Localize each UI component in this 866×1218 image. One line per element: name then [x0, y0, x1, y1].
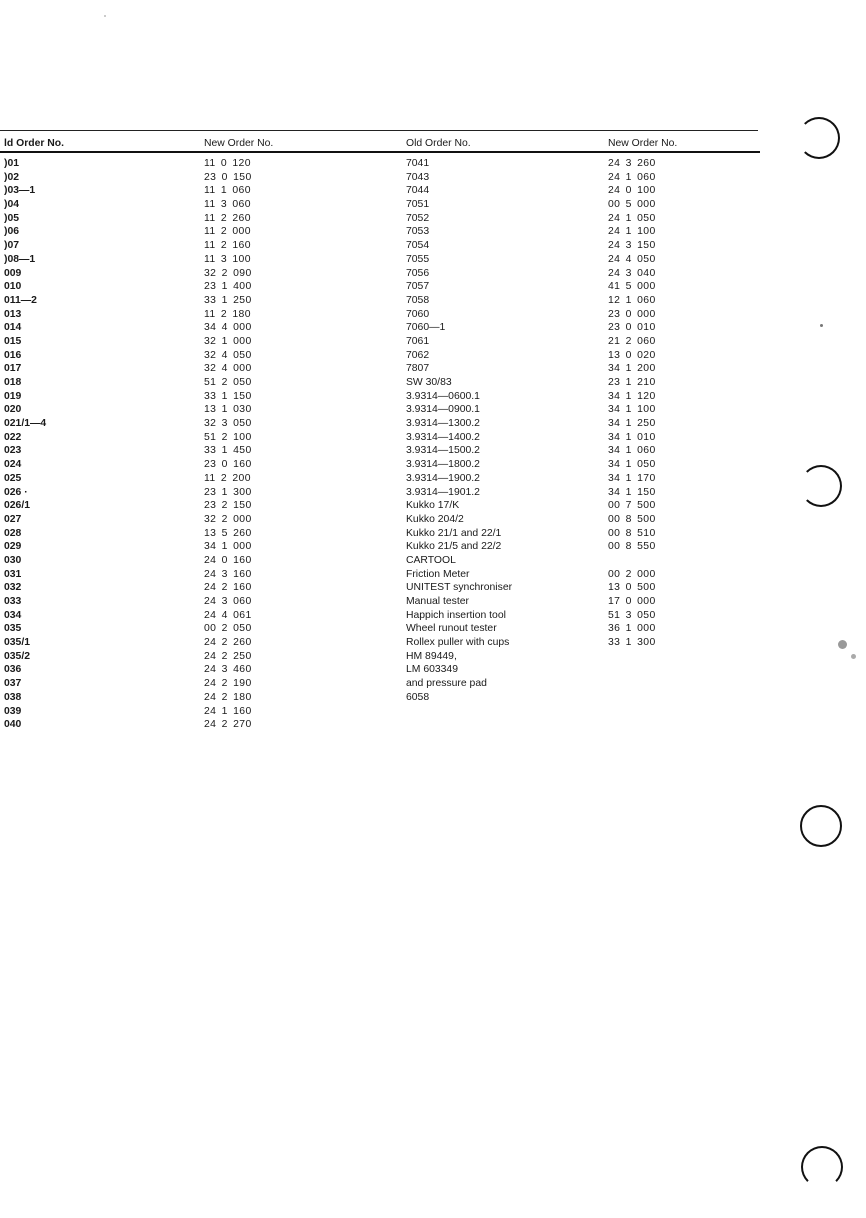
table-cell: 7061 [406, 335, 430, 347]
table-cell: 24 0 160 [204, 554, 252, 566]
table-cell: 00 8 500 [608, 513, 656, 525]
scan-speck [838, 640, 847, 649]
column-header-new-order-right: New Order No. [608, 138, 678, 149]
table-cell: 7062 [406, 349, 430, 361]
table-cell: 34 1 170 [608, 472, 656, 484]
table-cell: 3.9314—1901.2 [406, 486, 480, 498]
table-top-rule [0, 130, 758, 131]
new-order-list-left [204, 157, 273, 732]
table-cell: 34 1 120 [608, 390, 656, 402]
table-cell: Kukko 21/5 and 22/2 [406, 541, 502, 553]
column-old-order-left [4, 137, 64, 732]
table-cell: 24 2 270 [204, 719, 252, 731]
table-cell: 015 [4, 335, 22, 347]
table-cell: )06 [4, 226, 20, 238]
table-cell: 24 1 160 [204, 705, 252, 717]
table-cell: 12 1 060 [608, 294, 656, 306]
table-cell: 040 [4, 719, 22, 731]
table-cell: 7057 [406, 281, 430, 293]
table-cell: 24 4 061 [204, 609, 252, 621]
table-cell: 019 [4, 390, 22, 402]
table-cell: 7041 [406, 158, 430, 169]
table-cell: SW 30/83 [406, 377, 452, 388]
table-cell: 011—2 [4, 294, 37, 306]
table-cell: 51 2 100 [204, 431, 252, 443]
table-cell: 34 1 150 [608, 486, 656, 498]
table-cell: 24 3 160 [204, 568, 252, 580]
table-cell: 24 4 050 [608, 253, 656, 265]
table-cell: LM 603349 [406, 664, 458, 676]
table-cell: 24 0 100 [608, 185, 656, 197]
table-cell: 24 1 050 [608, 212, 656, 224]
table-cell: 00 7 500 [608, 500, 656, 512]
table-cell: 038 [4, 691, 22, 703]
table-cell: 11 3 100 [204, 253, 251, 265]
table-cell: 00 8 550 [608, 541, 656, 553]
table-cell: 32 4 000 [204, 363, 252, 375]
table-cell: 3.9314—1400.2 [406, 431, 480, 443]
column-new-order-right [608, 137, 677, 650]
table-cell: 13 0 020 [608, 349, 656, 361]
table-cell: 23 1 210 [608, 377, 656, 388]
table-cell: 017 [4, 363, 22, 375]
table-cell: 025 [4, 472, 22, 484]
table-cell: 026/1 [4, 500, 31, 512]
table-cell: 024 [4, 459, 22, 471]
table-cell: 23 1 300 [204, 486, 252, 498]
table-cell: 014 [4, 322, 22, 334]
table-cell: HM 89449, [406, 650, 457, 662]
table-cell: 7807 [406, 363, 430, 375]
table-cell: 00 2 050 [204, 623, 252, 635]
table-cell: 33 1 450 [204, 445, 252, 457]
column-old-order-right [406, 137, 512, 705]
table-cell: 11 1 060 [204, 185, 251, 197]
table-cell: 027 [4, 513, 22, 525]
table-cell: 23 0 010 [608, 322, 656, 334]
table-cell: 016 [4, 349, 22, 361]
table-cell: 24 1 100 [608, 226, 656, 238]
table-cell: Friction Meter [406, 568, 470, 580]
table-cell: Manual tester [406, 596, 469, 607]
table-cell: 7043 [406, 171, 430, 183]
table-cell: 035 [4, 623, 22, 635]
table-cell: Kukko 17/K [406, 500, 460, 512]
old-order-list-right [406, 157, 512, 705]
table-cell: 3.9314—1500.2 [406, 445, 480, 457]
table-cell: 009 [4, 267, 22, 279]
table-cell: Wheel runout tester [406, 623, 497, 635]
table-cell: 24 2 180 [204, 691, 252, 703]
table-cell: 13 1 030 [204, 404, 252, 416]
table-cell: 34 4 000 [204, 322, 252, 334]
table-cell: 32 1 000 [204, 335, 252, 347]
column-new-order-left [204, 137, 273, 732]
table-cell: 24 3 460 [204, 664, 252, 676]
table-cell: 028 [4, 527, 22, 539]
table-cell: )01 [4, 158, 20, 169]
table-cell: 34 1 200 [608, 363, 656, 375]
table-cell: 34 1 060 [608, 445, 656, 457]
table-cell: 24 3 150 [608, 240, 656, 252]
table-cell: 032 [4, 582, 22, 594]
column-header-new-order-left: New Order No. [204, 138, 274, 149]
table-cell: 51 3 050 [608, 609, 656, 621]
table-cell: 3.9314—0900.1 [406, 404, 480, 416]
table-cell: 34 1 250 [608, 418, 656, 430]
table-cell: 035/1 [4, 637, 31, 649]
table-cell: 031 [4, 568, 22, 580]
table-cell: 51 2 050 [204, 377, 252, 388]
table-cell: 24 2 250 [204, 650, 252, 662]
table-cell: 23 0 150 [204, 171, 252, 183]
column-header-old-order-left: ld Order No. [4, 138, 65, 149]
table-cell: Kukko 21/1 and 22/1 [406, 527, 502, 539]
table-cell: 24 2 260 [204, 637, 252, 649]
table-cell: 34 1 010 [608, 431, 656, 443]
table-cell: 33 1 150 [204, 390, 252, 402]
table-cell: 32 2 090 [204, 267, 252, 279]
table-cell: 24 3 060 [204, 596, 252, 607]
table-cell: 026 · [4, 486, 28, 498]
table-cell: 11 0 120 [204, 158, 251, 169]
table-cell: 022 [4, 431, 22, 443]
table-cell: 037 [4, 678, 22, 690]
table-cell: 00 5 000 [608, 199, 656, 211]
scan-speck [851, 654, 856, 659]
table-cell: 21 2 060 [608, 335, 656, 347]
table-cell: 7044 [406, 185, 430, 197]
table-cell: and pressure pad [406, 678, 487, 690]
table-cell: 33 1 300 [608, 637, 656, 649]
table-cell: 018 [4, 377, 22, 388]
table-cell: 3.9314—1900.2 [406, 472, 480, 484]
table-cell: )07 [4, 240, 20, 252]
table-cell: 3.9314—1300.2 [406, 418, 480, 430]
table-cell: UNITEST synchroniser [406, 582, 513, 594]
column-header-old-order-right: Old Order No. [406, 138, 471, 149]
table-cell: 00 8 510 [608, 527, 656, 539]
binder-hole [801, 1146, 843, 1188]
table-cell: 23 0 160 [204, 459, 252, 471]
table-cell: 7060 [406, 308, 430, 320]
table-cell: 7054 [406, 240, 430, 252]
table-cell: 13 0 500 [608, 582, 656, 594]
table-cell: 7058 [406, 294, 430, 306]
table-cell: 029 [4, 541, 22, 553]
table-cell: 34 1 100 [608, 404, 656, 416]
scan-speck [104, 15, 106, 17]
table-cell: 24 2 160 [204, 582, 252, 594]
table-cell: CARTOOL [406, 554, 456, 566]
table-cell: 23 2 150 [204, 500, 252, 512]
table-cell: 7055 [406, 253, 430, 265]
table-cell: 039 [4, 705, 22, 717]
table-cell: 32 4 050 [204, 349, 252, 361]
table-cell: 6058 [406, 691, 430, 703]
table-cell: 36 1 000 [608, 623, 656, 635]
table-cell: 035/2 [4, 650, 31, 662]
table-cell: 17 0 000 [608, 596, 656, 607]
table-cell: 33 1 250 [204, 294, 252, 306]
table-cell: 033 [4, 596, 22, 607]
table-cell: 7060—1 [406, 322, 446, 334]
table-cell: 24 3 260 [608, 158, 656, 169]
table-cell: 23 0 000 [608, 308, 656, 320]
table-cell: 013 [4, 308, 22, 320]
table-cell: 41 5 000 [608, 281, 656, 293]
table-cell: 036 [4, 664, 22, 676]
table-cell: 7056 [406, 267, 430, 279]
table-cell: )03—1 [4, 185, 36, 197]
table-cell: 13 5 260 [204, 527, 252, 539]
table-cell: 021/1—4 [4, 418, 47, 430]
table-cell: 020 [4, 404, 22, 416]
table-cell: 11 2 000 [204, 226, 251, 238]
table-cell: 010 [4, 281, 22, 293]
table-cell: 11 2 160 [204, 240, 251, 252]
scan-speck [820, 324, 823, 327]
table-cell [608, 554, 677, 568]
binder-hole [798, 117, 840, 159]
table-cell: 00 2 000 [608, 568, 656, 580]
old-order-list-left [4, 157, 64, 732]
table-cell: 034 [4, 609, 22, 621]
binder-hole [800, 465, 842, 507]
table-cell: 7053 [406, 226, 430, 238]
table-cell: )04 [4, 199, 20, 211]
table-cell: 32 2 000 [204, 513, 252, 525]
table-cell: 7051 [406, 199, 430, 211]
table-cell: 24 3 040 [608, 267, 656, 279]
table-cell: 24 1 060 [608, 171, 656, 183]
table-cell: 34 1 000 [204, 541, 252, 553]
table-cell: 3.9314—1800.2 [406, 459, 480, 471]
table-cell: Kukko 204/2 [406, 513, 464, 525]
new-order-list-right [608, 157, 677, 650]
table-cell: 23 1 400 [204, 281, 252, 293]
table-cell: 32 3 050 [204, 418, 252, 430]
table-cell: )02 [4, 171, 20, 183]
table-cell: 11 2 260 [204, 212, 251, 224]
table-cell: 3.9314—0600.1 [406, 390, 480, 402]
table-cell: )08—1 [4, 253, 36, 265]
table-cell: 11 3 060 [204, 199, 251, 211]
table-cell: )05 [4, 212, 20, 224]
table-cell: 7052 [406, 212, 430, 224]
table-cell: 030 [4, 554, 22, 566]
table-cell: 24 2 190 [204, 678, 252, 690]
binder-hole [800, 805, 842, 847]
table-cell: 11 2 200 [204, 472, 251, 484]
table-cell: Rollex puller with cups [406, 637, 510, 649]
table-cell: 11 2 180 [204, 308, 251, 320]
table-cell: 34 1 050 [608, 459, 656, 471]
table-cell: 023 [4, 445, 22, 457]
table-cell: Happich insertion tool [406, 609, 506, 621]
